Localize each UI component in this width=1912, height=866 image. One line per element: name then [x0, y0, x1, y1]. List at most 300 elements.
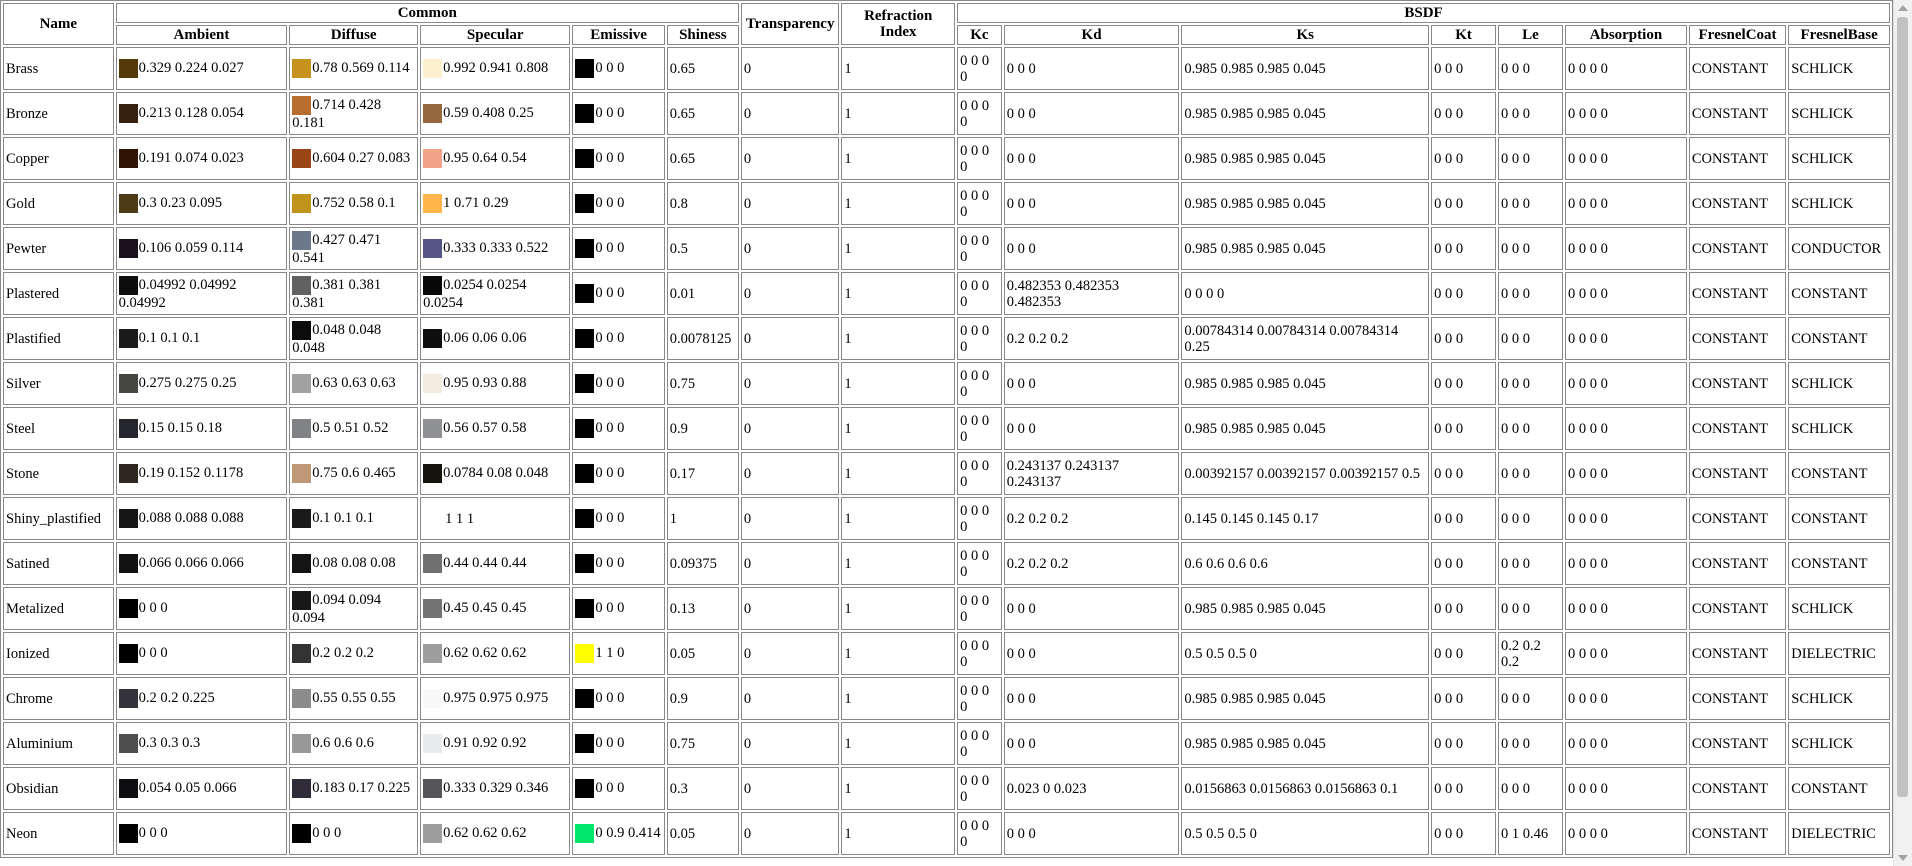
cell-kt: 0 0 0 — [1431, 767, 1496, 810]
cell-emissive — [572, 317, 664, 360]
cell-kt: 0 0 0 — [1431, 497, 1496, 540]
cell-fresnelcoat: CONSTANT — [1689, 722, 1786, 765]
color-swatch — [292, 419, 311, 438]
color-swatch — [119, 644, 138, 663]
cell-le: 0 0 0 — [1498, 407, 1563, 450]
table-row — [3, 722, 1890, 765]
cell-diffuse — [289, 92, 418, 135]
cell-ambient-value: 0 0 0 — [138, 599, 168, 616]
cell-absorption: 0 0 0 0 — [1565, 137, 1687, 180]
color-swatch — [119, 509, 138, 528]
cell-specular-value: 0.333 0.333 0.522 — [443, 239, 549, 256]
cell-transparency: 0 — [741, 497, 839, 540]
color-swatch — [575, 149, 594, 168]
cell-specular-value: 0.0784 0.08 0.048 — [443, 464, 549, 481]
cell-emissive — [572, 407, 664, 450]
cell-ambient-value: 0.191 0.074 0.023 — [138, 149, 244, 166]
cell-refraction: 1 — [841, 812, 955, 855]
cell-fresnelbase: SCHLICK — [1788, 47, 1890, 90]
cell-kt: 0 0 0 — [1431, 137, 1496, 180]
header-fresnel-coat: FresnelCoat — [1689, 25, 1786, 45]
cell-shiness: 0.9 — [667, 677, 739, 720]
cell-refraction: 1 — [841, 632, 955, 675]
cell-le: 0 0 0 — [1498, 542, 1563, 585]
scroll-down-arrow-icon[interactable] — [1898, 855, 1908, 861]
cell-emissive-value: 0 0 0 — [595, 149, 625, 166]
color-swatch — [292, 321, 311, 340]
cell-ambient-value: 0.2 0.2 0.225 — [138, 689, 215, 706]
header-ks: Ks — [1181, 25, 1429, 45]
cell-kt: 0 0 0 — [1431, 587, 1496, 630]
cell-fresnelbase: SCHLICK — [1788, 407, 1890, 450]
scroll-up-arrow-icon[interactable] — [1898, 5, 1908, 11]
cell-shiness: 0.5 — [667, 227, 739, 270]
cell-emissive — [572, 137, 664, 180]
cell-diffuse — [289, 227, 418, 270]
cell-absorption: 0 0 0 0 — [1565, 317, 1687, 360]
color-swatch — [292, 464, 311, 483]
cell-emissive — [572, 92, 664, 135]
cell-material-name: Ionized — [3, 632, 114, 675]
cell-fresnelcoat: CONSTANT — [1689, 137, 1786, 180]
color-swatch — [575, 599, 594, 618]
cell-ambient — [116, 677, 288, 720]
cell-refraction: 1 — [841, 722, 955, 765]
cell-le: 0 0 0 — [1498, 587, 1563, 630]
color-swatch — [292, 194, 311, 213]
cell-specular — [420, 767, 570, 810]
cell-kc: 0 0 0 0 — [957, 632, 1002, 675]
cell-kc: 0 0 0 0 — [957, 722, 1002, 765]
cell-material-name: Plastered — [3, 272, 114, 315]
cell-fresnelcoat: CONSTANT — [1689, 587, 1786, 630]
cell-kd: 0.2 0.2 0.2 — [1004, 542, 1180, 585]
header-common: Common — [116, 3, 739, 23]
cell-le: 0 0 0 — [1498, 272, 1563, 315]
cell-ambient — [116, 812, 288, 855]
table-row — [3, 317, 1890, 360]
cell-emissive-value: 0 0.9 0.414 — [595, 824, 661, 841]
cell-shiness: 0.9 — [667, 407, 739, 450]
cell-le: 0.2 0.2 0.2 — [1498, 632, 1563, 675]
cell-emissive-value: 0 0 0 — [595, 374, 625, 391]
cell-diffuse — [289, 722, 418, 765]
cell-shiness: 0.0078125 — [667, 317, 739, 360]
cell-refraction: 1 — [841, 542, 955, 585]
cell-emissive-value: 0 0 0 — [595, 239, 625, 256]
cell-kd: 0 0 0 — [1004, 407, 1180, 450]
cell-kd: 0 0 0 — [1004, 632, 1180, 675]
cell-specular-value: 0.62 0.62 0.62 — [443, 644, 527, 661]
cell-specular-value: 1 1 1 — [445, 510, 475, 527]
cell-transparency: 0 — [741, 767, 839, 810]
cell-emissive — [572, 587, 664, 630]
color-swatch — [292, 554, 311, 573]
cell-specular — [420, 497, 570, 540]
cell-fresnelbase: SCHLICK — [1788, 137, 1890, 180]
cell-fresnelcoat: CONSTANT — [1689, 362, 1786, 405]
table-row — [3, 182, 1890, 225]
cell-diffuse-value: 0.094 0.094 0.094 — [292, 591, 382, 626]
cell-absorption: 0 0 0 0 — [1565, 812, 1687, 855]
cell-emissive — [572, 767, 664, 810]
cell-specular — [420, 407, 570, 450]
cell-transparency: 0 — [741, 362, 839, 405]
cell-kc: 0 0 0 0 — [957, 677, 1002, 720]
cell-diffuse-value: 0.752 0.58 0.1 — [312, 194, 396, 211]
cell-kd: 0 0 0 — [1004, 812, 1180, 855]
color-swatch — [423, 644, 442, 663]
cell-kd: 0 0 0 — [1004, 92, 1180, 135]
color-swatch — [292, 59, 311, 78]
cell-fresnelbase: CONSTANT — [1788, 272, 1890, 315]
cell-fresnelbase: CONSTANT — [1788, 497, 1890, 540]
cell-le: 0 0 0 — [1498, 497, 1563, 540]
cell-specular-value: 0.975 0.975 0.975 — [443, 689, 549, 706]
cell-ambient — [116, 362, 288, 405]
color-swatch — [423, 554, 442, 573]
cell-specular-value: 0.91 0.92 0.92 — [443, 734, 527, 751]
cell-ks: 0.0156863 0.0156863 0.0156863 0.1 — [1181, 767, 1429, 810]
cell-diffuse — [289, 362, 418, 405]
cell-fresnelbase: SCHLICK — [1788, 587, 1890, 630]
cell-diffuse — [289, 497, 418, 540]
header-le: Le — [1498, 25, 1563, 45]
color-swatch — [575, 734, 594, 753]
cell-specular — [420, 272, 570, 315]
cell-specular-value: 0.44 0.44 0.44 — [443, 554, 527, 571]
cell-kc: 0 0 0 0 — [957, 362, 1002, 405]
color-swatch — [119, 779, 138, 798]
cell-kd: 0 0 0 — [1004, 587, 1180, 630]
header-name: Name — [3, 3, 114, 45]
cell-ks: 0.985 0.985 0.985 0.045 — [1181, 92, 1429, 135]
cell-ambient-value: 0.3 0.3 0.3 — [138, 734, 201, 751]
cell-kd: 0.2 0.2 0.2 — [1004, 317, 1180, 360]
cell-shiness: 0.05 — [667, 632, 739, 675]
cell-emissive — [572, 362, 664, 405]
cell-fresnelcoat: CONSTANT — [1689, 317, 1786, 360]
cell-ambient — [116, 587, 288, 630]
cell-fresnelcoat: CONSTANT — [1689, 227, 1786, 270]
cell-ambient — [116, 452, 288, 495]
cell-refraction: 1 — [841, 47, 955, 90]
cell-fresnelbase: CONSTANT — [1788, 542, 1890, 585]
cell-le: 0 0 0 — [1498, 722, 1563, 765]
cell-kc: 0 0 0 0 — [957, 47, 1002, 90]
cell-material-name: Stone — [3, 452, 114, 495]
color-swatch — [119, 599, 138, 618]
table-row — [3, 137, 1890, 180]
cell-specular — [420, 92, 570, 135]
color-swatch — [292, 96, 311, 115]
cell-fresnelcoat: CONSTANT — [1689, 632, 1786, 675]
cell-material-name: Bronze — [3, 92, 114, 135]
cell-ks: 0.985 0.985 0.985 0.045 — [1181, 677, 1429, 720]
cell-le: 0 1 0.46 — [1498, 812, 1563, 855]
cell-fresnelcoat: CONSTANT — [1689, 452, 1786, 495]
cell-transparency: 0 — [741, 812, 839, 855]
table-row — [3, 452, 1890, 495]
cell-material-name: Neon — [3, 812, 114, 855]
cell-ambient-value: 0.275 0.275 0.25 — [138, 374, 237, 391]
cell-fresnelcoat: CONSTANT — [1689, 677, 1786, 720]
cell-kd: 0 0 0 — [1004, 137, 1180, 180]
cell-ks: 0.985 0.985 0.985 0.045 — [1181, 722, 1429, 765]
cell-diffuse — [289, 407, 418, 450]
cell-fresnelbase: SCHLICK — [1788, 362, 1890, 405]
cell-diffuse — [289, 272, 418, 315]
cell-absorption: 0 0 0 0 — [1565, 92, 1687, 135]
color-swatch — [119, 464, 138, 483]
cell-fresnelbase: SCHLICK — [1788, 677, 1890, 720]
cell-fresnelcoat: CONSTANT — [1689, 767, 1786, 810]
color-swatch — [575, 104, 594, 123]
color-swatch — [575, 464, 594, 483]
color-swatch — [119, 734, 138, 753]
cell-absorption: 0 0 0 0 — [1565, 587, 1687, 630]
cell-kc: 0 0 0 0 — [957, 542, 1002, 585]
cell-diffuse — [289, 677, 418, 720]
cell-specular — [420, 722, 570, 765]
color-swatch — [423, 689, 442, 708]
cell-transparency: 0 — [741, 317, 839, 360]
cell-kt: 0 0 0 — [1431, 452, 1496, 495]
cell-ambient-value: 0.3 0.23 0.095 — [138, 194, 223, 211]
cell-refraction: 1 — [841, 317, 955, 360]
cell-material-name: Aluminium — [3, 722, 114, 765]
cell-kt: 0 0 0 — [1431, 812, 1496, 855]
cell-diffuse-value: 0.63 0.63 0.63 — [312, 374, 396, 391]
table-row — [3, 632, 1890, 675]
cell-kt: 0 0 0 — [1431, 47, 1496, 90]
cell-emissive-value: 0 0 0 — [595, 554, 625, 571]
cell-fresnelbase: SCHLICK — [1788, 182, 1890, 225]
color-swatch — [292, 149, 311, 168]
cell-ambient-value: 0.19 0.152 0.1178 — [138, 464, 244, 481]
cell-ambient — [116, 47, 288, 90]
color-swatch — [423, 104, 442, 123]
cell-ks: 0.985 0.985 0.985 0.045 — [1181, 182, 1429, 225]
cell-specular — [420, 632, 570, 675]
cell-material-name: Brass — [3, 47, 114, 90]
cell-ambient — [116, 632, 288, 675]
cell-specular-value: 0.95 0.93 0.88 — [443, 374, 527, 391]
color-swatch — [119, 149, 138, 168]
cell-ks: 0.985 0.985 0.985 0.045 — [1181, 47, 1429, 90]
color-swatch — [292, 276, 311, 295]
cell-emissive-value: 0 0 0 — [595, 104, 625, 121]
color-swatch — [292, 591, 311, 610]
cell-kd: 0 0 0 — [1004, 47, 1180, 90]
header-refraction-index: Refraction Index — [841, 3, 955, 45]
cell-emissive-value: 0 0 0 — [595, 689, 625, 706]
cell-kt: 0 0 0 — [1431, 92, 1496, 135]
cell-diffuse — [289, 542, 418, 585]
cell-ambient — [116, 227, 288, 270]
cell-refraction: 1 — [841, 137, 955, 180]
header-kc: Kc — [957, 25, 1002, 45]
cell-absorption: 0 0 0 0 — [1565, 632, 1687, 675]
cell-diffuse-value: 0.183 0.17 0.225 — [312, 779, 411, 796]
cell-refraction: 1 — [841, 497, 955, 540]
header-kd: Kd — [1004, 25, 1180, 45]
cell-emissive — [572, 542, 664, 585]
cell-fresnelbase: DIELECTRIC — [1788, 632, 1890, 675]
cell-kt: 0 0 0 — [1431, 542, 1496, 585]
cell-le: 0 0 0 — [1498, 452, 1563, 495]
cell-diffuse-value: 0.75 0.6 0.465 — [312, 464, 396, 481]
cell-le: 0 0 0 — [1498, 182, 1563, 225]
cell-ks: 0.985 0.985 0.985 0.045 — [1181, 227, 1429, 270]
cell-absorption: 0 0 0 0 — [1565, 722, 1687, 765]
cell-shiness: 0.01 — [667, 272, 739, 315]
cell-diffuse-value: 0.427 0.471 0.541 — [292, 231, 382, 266]
table-row — [3, 767, 1890, 810]
cell-shiness: 0.17 — [667, 452, 739, 495]
cell-emissive-value: 0 0 0 — [595, 464, 625, 481]
cell-diffuse — [289, 632, 418, 675]
cell-kd: 0 0 0 — [1004, 182, 1180, 225]
table-row — [3, 272, 1890, 315]
cell-specular-value: 0.0254 0.0254 0.0254 — [423, 276, 527, 311]
cell-emissive-value: 0 0 0 — [595, 779, 625, 796]
cell-diffuse-value: 0 0 0 — [312, 824, 342, 841]
cell-ambient-value: 0 0 0 — [138, 644, 168, 661]
cell-material-name: Chrome — [3, 677, 114, 720]
color-swatch — [423, 59, 442, 78]
color-swatch — [292, 374, 311, 393]
cell-transparency: 0 — [741, 272, 839, 315]
cell-material-name: Gold — [3, 182, 114, 225]
cell-kc: 0 0 0 0 — [957, 812, 1002, 855]
cell-kc: 0 0 0 0 — [957, 497, 1002, 540]
cell-transparency: 0 — [741, 407, 839, 450]
cell-le: 0 0 0 — [1498, 47, 1563, 90]
table-row — [3, 227, 1890, 270]
cell-transparency: 0 — [741, 227, 839, 270]
cell-emissive-value: 0 0 0 — [595, 509, 625, 526]
cell-ambient-value: 0.213 0.128 0.054 — [138, 104, 244, 121]
cell-kc: 0 0 0 0 — [957, 452, 1002, 495]
cell-kc: 0 0 0 0 — [957, 92, 1002, 135]
color-swatch — [292, 689, 311, 708]
cell-kd: 0.2 0.2 0.2 — [1004, 497, 1180, 540]
cell-kd: 0.023 0 0.023 — [1004, 767, 1180, 810]
cell-refraction: 1 — [841, 182, 955, 225]
cell-specular-value: 0.59 0.408 0.25 — [443, 104, 534, 121]
cell-diffuse — [289, 317, 418, 360]
cell-emissive-value: 0 0 0 — [595, 59, 625, 76]
color-swatch — [423, 194, 442, 213]
cell-transparency: 0 — [741, 452, 839, 495]
cell-ks: 0.00784314 0.00784314 0.00784314 0.25 — [1181, 317, 1429, 360]
cell-kt: 0 0 0 — [1431, 722, 1496, 765]
cell-diffuse-value: 0.78 0.569 0.114 — [312, 59, 410, 76]
cell-refraction: 1 — [841, 227, 955, 270]
cell-specular-value: 0.45 0.45 0.45 — [443, 599, 527, 616]
cell-ambient — [116, 542, 288, 585]
cell-ks: 0.985 0.985 0.985 0.045 — [1181, 137, 1429, 180]
color-swatch — [423, 419, 442, 438]
table-row — [3, 812, 1890, 855]
color-swatch — [119, 374, 138, 393]
cell-material-name: Shiny_plastified — [3, 497, 114, 540]
cell-fresnelcoat: CONSTANT — [1689, 542, 1786, 585]
cell-kc: 0 0 0 0 — [957, 767, 1002, 810]
cell-ks: 0.985 0.985 0.985 0.045 — [1181, 407, 1429, 450]
cell-fresnelbase: CONSTANT — [1788, 317, 1890, 360]
cell-emissive — [572, 677, 664, 720]
cell-kc: 0 0 0 0 — [957, 587, 1002, 630]
header-row-top — [3, 3, 1890, 23]
cell-emissive-value: 0 0 0 — [595, 284, 625, 301]
color-swatch — [119, 329, 138, 348]
table-row — [3, 677, 1890, 720]
color-swatch — [575, 419, 594, 438]
cell-emissive — [572, 497, 664, 540]
cell-ambient-value: 0.066 0.066 0.066 — [138, 554, 244, 571]
color-swatch — [575, 194, 594, 213]
color-swatch — [119, 824, 138, 843]
cell-ambient-value: 0.088 0.088 0.088 — [138, 509, 244, 526]
cell-specular-value: 0.992 0.941 0.808 — [443, 59, 549, 76]
color-swatch — [292, 231, 311, 250]
cell-kc: 0 0 0 0 — [957, 137, 1002, 180]
cell-emissive — [572, 272, 664, 315]
cell-refraction: 1 — [841, 587, 955, 630]
cell-absorption: 0 0 0 0 — [1565, 452, 1687, 495]
cell-specular — [420, 677, 570, 720]
cell-ambient-value: 0.106 0.059 0.114 — [138, 239, 244, 256]
color-swatch — [119, 276, 138, 295]
cell-shiness: 0.8 — [667, 182, 739, 225]
cell-ks: 0.985 0.985 0.985 0.045 — [1181, 362, 1429, 405]
cell-le: 0 0 0 — [1498, 767, 1563, 810]
cell-refraction: 1 — [841, 452, 955, 495]
cell-le: 0 0 0 — [1498, 137, 1563, 180]
header-diffuse: Diffuse — [289, 25, 418, 45]
cell-diffuse — [289, 812, 418, 855]
cell-specular-value: 0.333 0.329 0.346 — [443, 779, 549, 796]
cell-ks: 0.6 0.6 0.6 0.6 — [1181, 542, 1429, 585]
cell-kt: 0 0 0 — [1431, 317, 1496, 360]
cell-diffuse — [289, 47, 418, 90]
cell-specular-value: 0.56 0.57 0.58 — [443, 419, 527, 436]
cell-fresnelbase: CONDUCTOR — [1788, 227, 1890, 270]
cell-specular-value: 0.62 0.62 0.62 — [443, 824, 527, 841]
cell-transparency: 0 — [741, 632, 839, 675]
header-kt: Kt — [1431, 25, 1496, 45]
cell-kt: 0 0 0 — [1431, 182, 1496, 225]
cell-absorption: 0 0 0 0 — [1565, 362, 1687, 405]
cell-diffuse-value: 0.6 0.6 0.6 — [312, 734, 374, 751]
cell-refraction: 1 — [841, 92, 955, 135]
scrollbar-thumb[interactable] — [1897, 17, 1908, 797]
cell-material-name: Satined — [3, 542, 114, 585]
cell-fresnelbase: DIELECTRIC — [1788, 812, 1890, 855]
cell-shiness: 0.3 — [667, 767, 739, 810]
header-shiness: Shiness — [667, 25, 739, 45]
cell-ambient — [116, 272, 288, 315]
cell-specular — [420, 452, 570, 495]
cell-emissive-value: 0 0 0 — [595, 329, 625, 346]
cell-ks: 0.985 0.985 0.985 0.045 — [1181, 587, 1429, 630]
cell-material-name: Silver — [3, 362, 114, 405]
cell-specular — [420, 227, 570, 270]
vertical-scrollbar[interactable] — [1893, 0, 1912, 866]
cell-fresnelbase: SCHLICK — [1788, 722, 1890, 765]
